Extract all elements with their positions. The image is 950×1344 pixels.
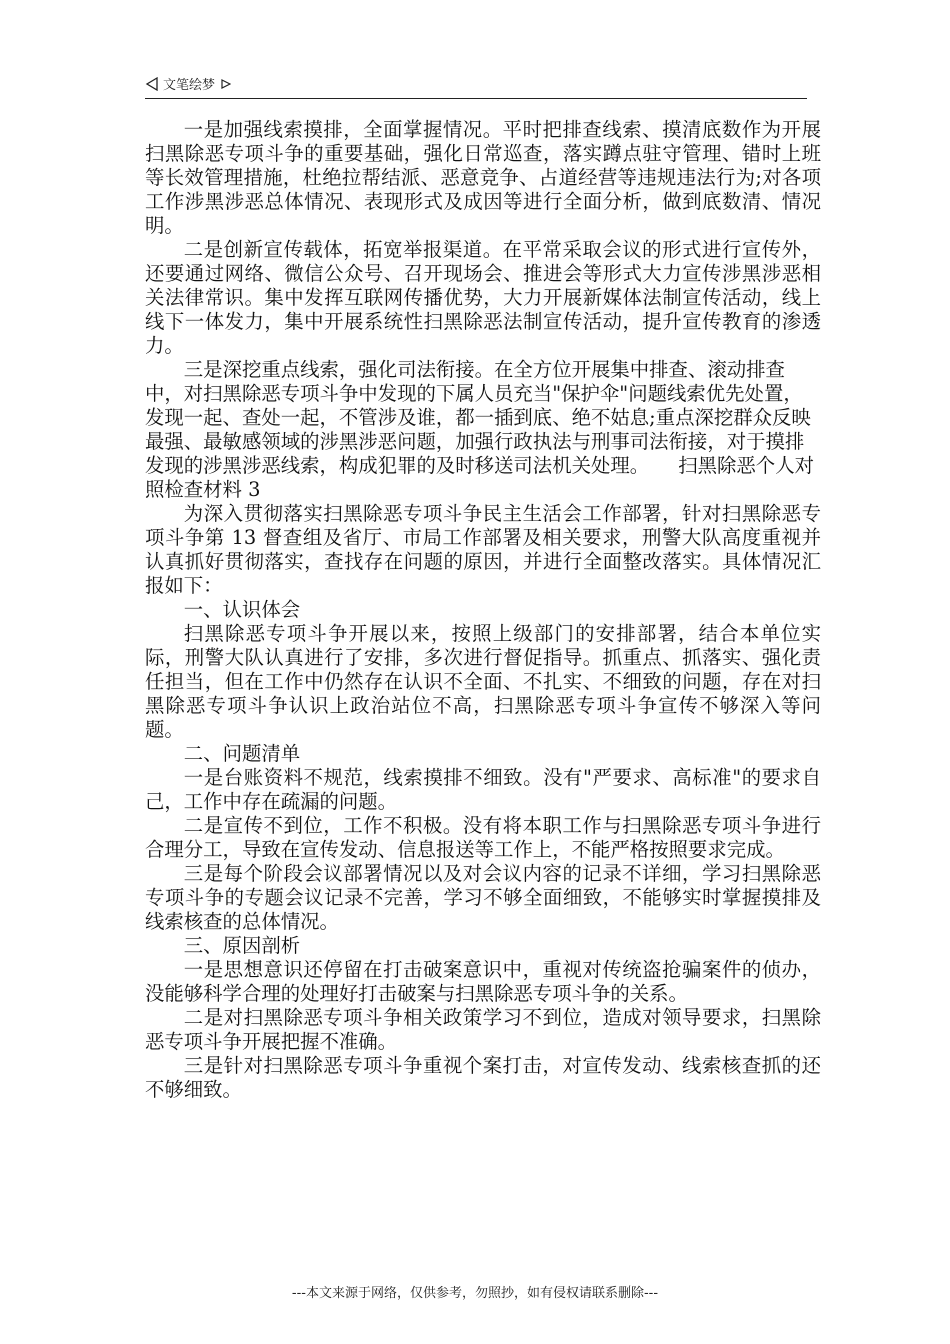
document-body [145, 118, 821, 1102]
paragraph: 为深入贯彻落实扫黑除恶专项斗争民主生活会工作部署，针对扫黑除恶专项斗争第 13 督查组及省厅、市局工作部署及相关要求，刑警大队高度重视并认真抓好贯彻落实，查找存在问题的原因，并进行全面整改落实。具体情况汇报如下： [145, 502, 821, 597]
paragraph: 一是思想意识还停留在打击破案意识中，重视对传统盗抢骗案件的侦办，没能够科学合理的处理好打击破案与扫黑除恶专项斗争的关系。 [145, 958, 821, 1005]
brand-name: 文笔绘梦 [163, 78, 216, 93]
paragraph: 三是深挖重点线索，强化司法衔接。在全方位开展集中排查、滚动排查中，对扫黑除恶专项斗争中发现的下属人员充当"保护伞"问题线索优先处置，发现一起、查处一起，不管涉及谁，都一插到底、绝不姑息;重点深挖群众反映最强、最敏感领域的涉黑涉恶问题，加强行政执法与刑事司法衔接，对于摸排发现的涉黑涉恶线索，构成犯罪的及时移送司法机关处理。 扫黑除恶个人对照检查材料 3 [145, 358, 814, 501]
section-heading: 一、认识体会 [183, 598, 301, 621]
paragraph: 三是针对扫黑除恶专项斗争重视个案打击，对宣传发动、线索核查抓的还不够细致。 [145, 1054, 821, 1101]
page-header [145, 70, 807, 99]
paragraph: 一是加强线索摸排，全面掌握情况。平时把排查线索、摸清底数作为开展扫黑除恶专项斗争的重要基础，强化日常巡查，落实蹲点驻守管理、错时上班等长效管理措施，杜绝拉帮结派、恶意竞争、占道经营等违规违法行为;对各项工作涉黑涉恶总体情况、表现形式及成因等进行全面分析，做到底数清、情况明。 [145, 118, 821, 237]
header-brand [145, 74, 231, 93]
section-heading: 三、原因剖析 [183, 934, 301, 957]
paragraph: 扫黑除恶专项斗争开展以来，按照上级部门的安排部署，结合本单位实际，刑警大队认真进行了安排，多次进行督促指导。抓重点、抓落实、强化责任担当，但在工作中仍然存在认识不全面、不扎实、不细致的问题，存在对扫黑除恶专项斗争认识上政治站位不高，扫黑除恶专项斗争宣传不够深入等问题。 [145, 622, 821, 741]
right-triangle-icon [221, 79, 231, 89]
paragraph: 三是每个阶段会议部署情况以及对会议内容的记录不详细，学习扫黑除恶专项斗争的专题会议记录不完善，学习不够全面细致，不能够实时掌握摸排及线索核查的总体情况。 [145, 862, 821, 933]
paragraph: 二是对扫黑除恶专项斗争相关政策学习不到位，造成对领导要求，扫黑除恶专项斗争开展把握不准确。 [145, 1006, 821, 1053]
paragraph: 一是台账资料不规范，线索摸排不细致。没有"严要求、高标准"的要求自己，工作中存在疏漏的问题。 [145, 766, 821, 813]
footer-notice: ---本文来源于网络，仅供参考，勿照抄，如有侵权请联系删除--- [291, 1286, 659, 1301]
section-heading: 二、问题清单 [183, 742, 301, 765]
paragraph: 二是宣传不到位，工作不积极。没有将本职工作与扫黑除恶专项斗争进行合理分工，导致在宣传发动、信息报送等工作上，不能严格按照要求完成。 [145, 814, 821, 861]
left-triangle-icon [145, 77, 159, 91]
paragraph: 二是创新宣传载体，拓宽举报渠道。在平常采取会议的形式进行宣传外，还要通过网络、微信公众号、召开现场会、推进会等形式大力宣传涉黑涉恶相关法律常识。集中发挥互联网传播优势，大力开展新媒体法制宣传活动，线上线下一体发力，集中开展系统性扫黑除恶法制宣传活动，提升宣传教育的渗透力。 [145, 238, 821, 357]
